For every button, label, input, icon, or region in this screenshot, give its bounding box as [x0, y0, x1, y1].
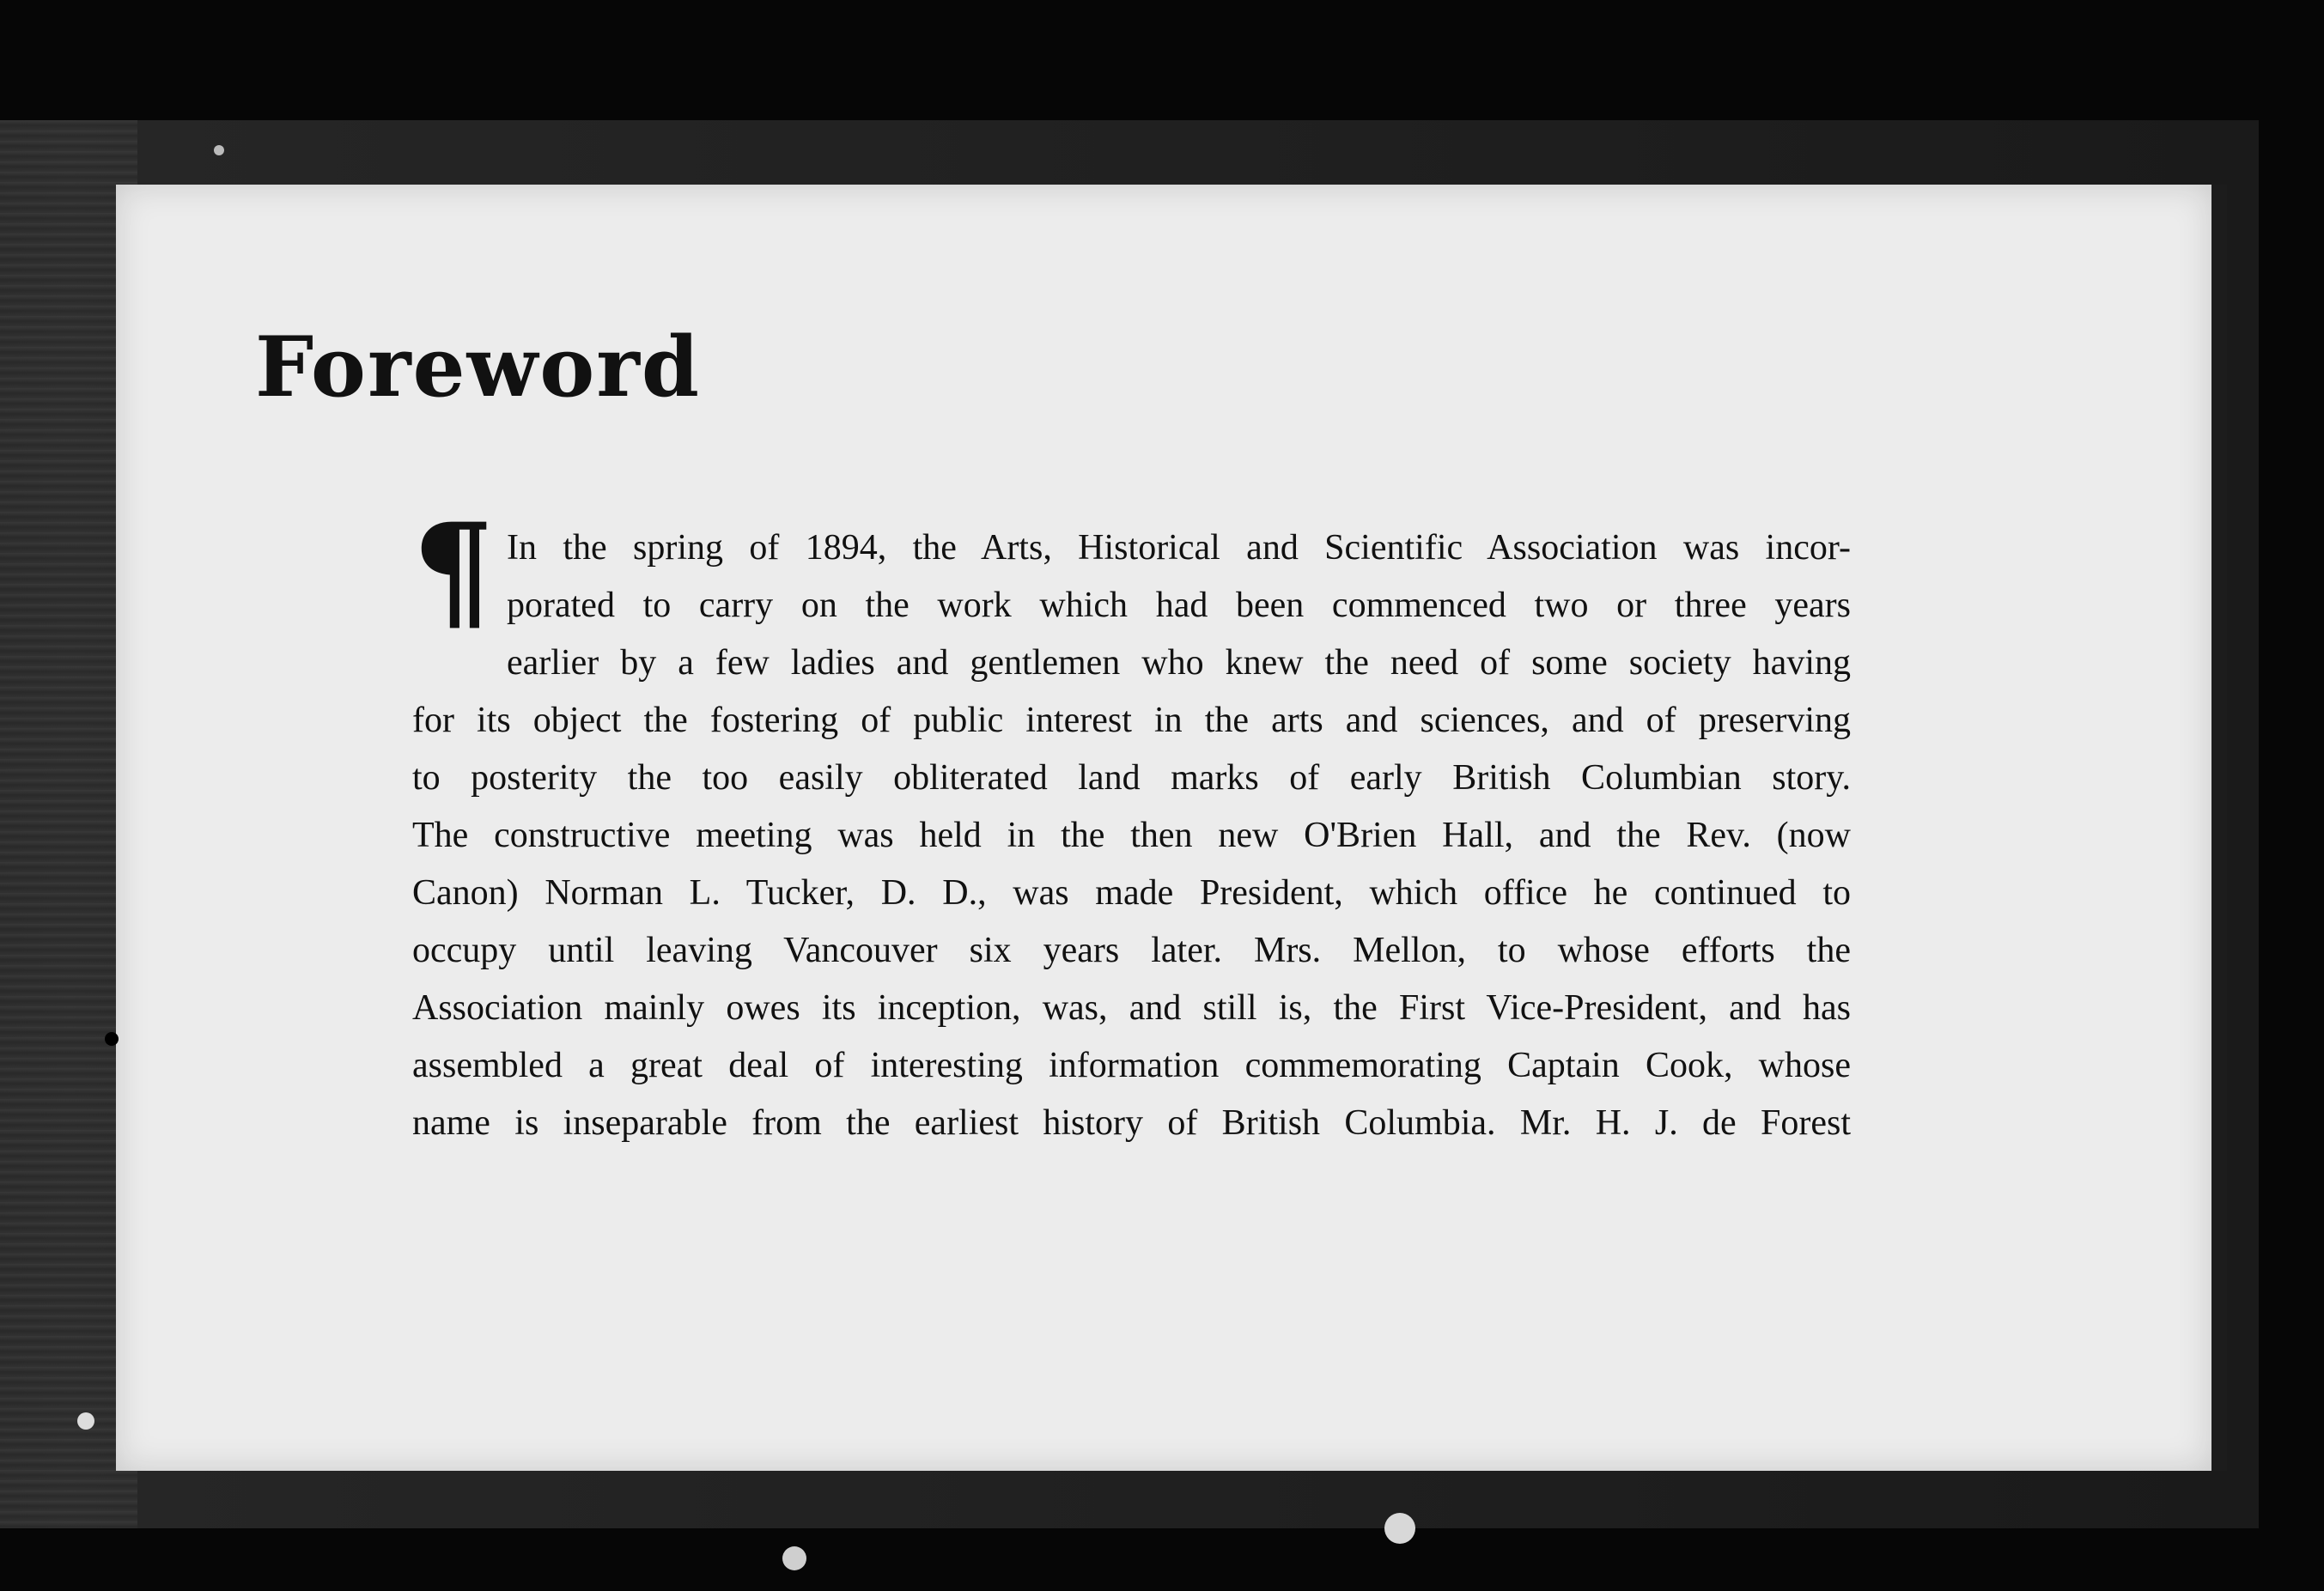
- text-line: porated to carry on the work which had been commenced two or three years: [507, 586, 1851, 625]
- text-line: for its object the fostering of public interest in the arts and sciences, and of preserving: [412, 701, 1851, 740]
- paragraph-mark: ¶: [412, 495, 495, 647]
- text-line: The constructive meeting was held in the then new O'Brien Hall, and the Rev. (now: [412, 816, 1851, 855]
- text-line: In the spring of 1894, the Arts, Historical and Scientific Association was incor-: [507, 528, 1851, 568]
- text-line: occupy until leaving Vancouver six years later. Mrs. Mellon, to whose efforts the: [412, 931, 1851, 970]
- page-heading: Foreword: [255, 319, 701, 416]
- text-line: assembled a great deal of interesting information commemorating Captain Cook, whose: [412, 1046, 1851, 1085]
- text-line: name is inseparable from the earliest history of British Columbia. Mr. H. J. de Forest: [412, 1103, 1851, 1143]
- text-line: to posterity the too easily obliterated land marks of early British Columbian story.: [412, 758, 1851, 798]
- text-line: Canon) Norman L. Tucker, D. D., was made President, which office he continued to: [412, 873, 1851, 913]
- document-page: [116, 185, 2227, 1471]
- text-line: Association mainly owes its inception, was, and still is, the First Vice-President, and has: [412, 988, 1851, 1028]
- text-line: earlier by a few ladies and gentlemen who knew the need of some society having: [507, 643, 1851, 683]
- page-content: [116, 185, 2211, 1471]
- foreword-paragraph: [412, 519, 1851, 1152]
